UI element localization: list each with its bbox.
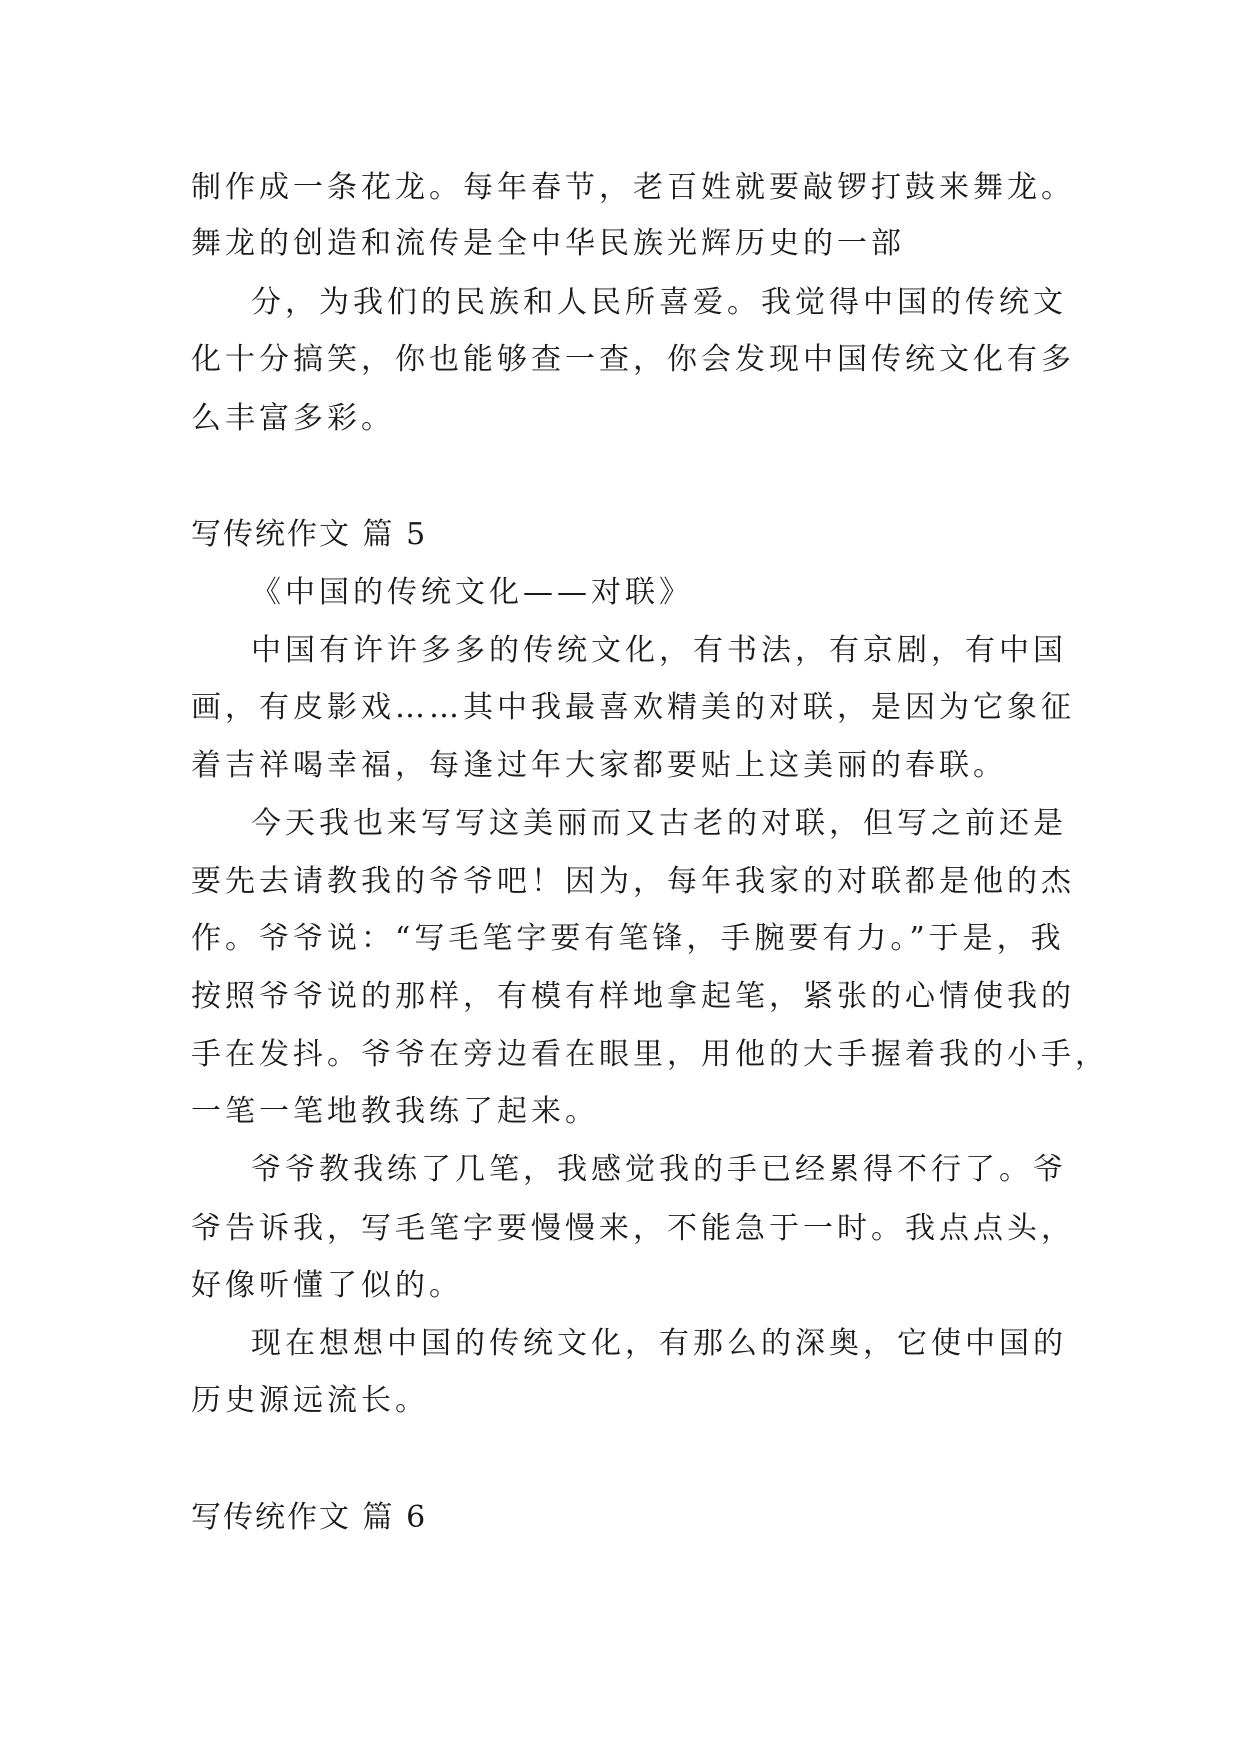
section-5-title: 《中国的传统文化——对联》 — [251, 575, 693, 610]
section-5-line: 手在发抖。爷爷在旁边看在眼里，用他的大手握着我的小手， — [191, 1037, 1109, 1072]
intro-line-4: 化十分搞笑，你也能够查一查，你会发现中国传统文化有多 — [191, 342, 1075, 377]
section-5-line: 爷爷教我练了几笔，我感觉我的手已经累得不行了。爷 — [251, 1152, 1067, 1187]
section-5-line: 历史源远流长。 — [191, 1383, 429, 1418]
section-5-line: 现在想想中国的传统文化，有那么的深奥，它使中国的 — [251, 1326, 1067, 1361]
section-5-line: 爷告诉我，写毛笔字要慢慢来，不能急于一时。我点点头， — [191, 1211, 1075, 1246]
section-5-line: 按照爷爷说的那样，有模有样地拿起笔，紧张的心情使我的 — [191, 979, 1075, 1014]
section-5-line: 作。爷爷说：“写毛笔字要有笔锋，手腕要有力。”于是，我 — [191, 921, 1065, 956]
intro-line-1: 制作成一条花龙。每年春节，老百姓就要敲锣打鼓来舞龙。 — [191, 170, 1075, 205]
section-6-heading: 写传统作文 篇 6 — [191, 1500, 428, 1535]
section-5-line: 好像听懂了似的。 — [191, 1268, 463, 1303]
intro-line-3: 分，为我们的民族和人民所喜爱。我觉得中国的传统文 — [251, 285, 1067, 320]
section-5-line: 今天我也来写写这美丽而又古老的对联，但写之前还是 — [251, 806, 1067, 841]
section-5-line: 中国有许许多多的传统文化，有书法，有京剧，有中国 — [251, 633, 1067, 668]
intro-line-2: 舞龙的创造和流传是全中华民族光辉历史的一部 — [191, 226, 905, 261]
intro-line-5: 么丰富多彩。 — [191, 401, 395, 436]
section-5-heading: 写传统作文 篇 5 — [191, 517, 428, 552]
section-5-line: 一笔一笔地教我练了起来。 — [191, 1094, 599, 1129]
section-5-line: 着吉祥喝幸福，每逢过年大家都要贴上这美丽的春联。 — [191, 748, 1007, 783]
section-5-line: 画，有皮影戏……其中我最喜欢精美的对联，是因为它象征 — [191, 690, 1075, 725]
section-5-line: 要先去请教我的爷爷吧！因为，每年我家的对联都是他的杰 — [191, 864, 1075, 899]
